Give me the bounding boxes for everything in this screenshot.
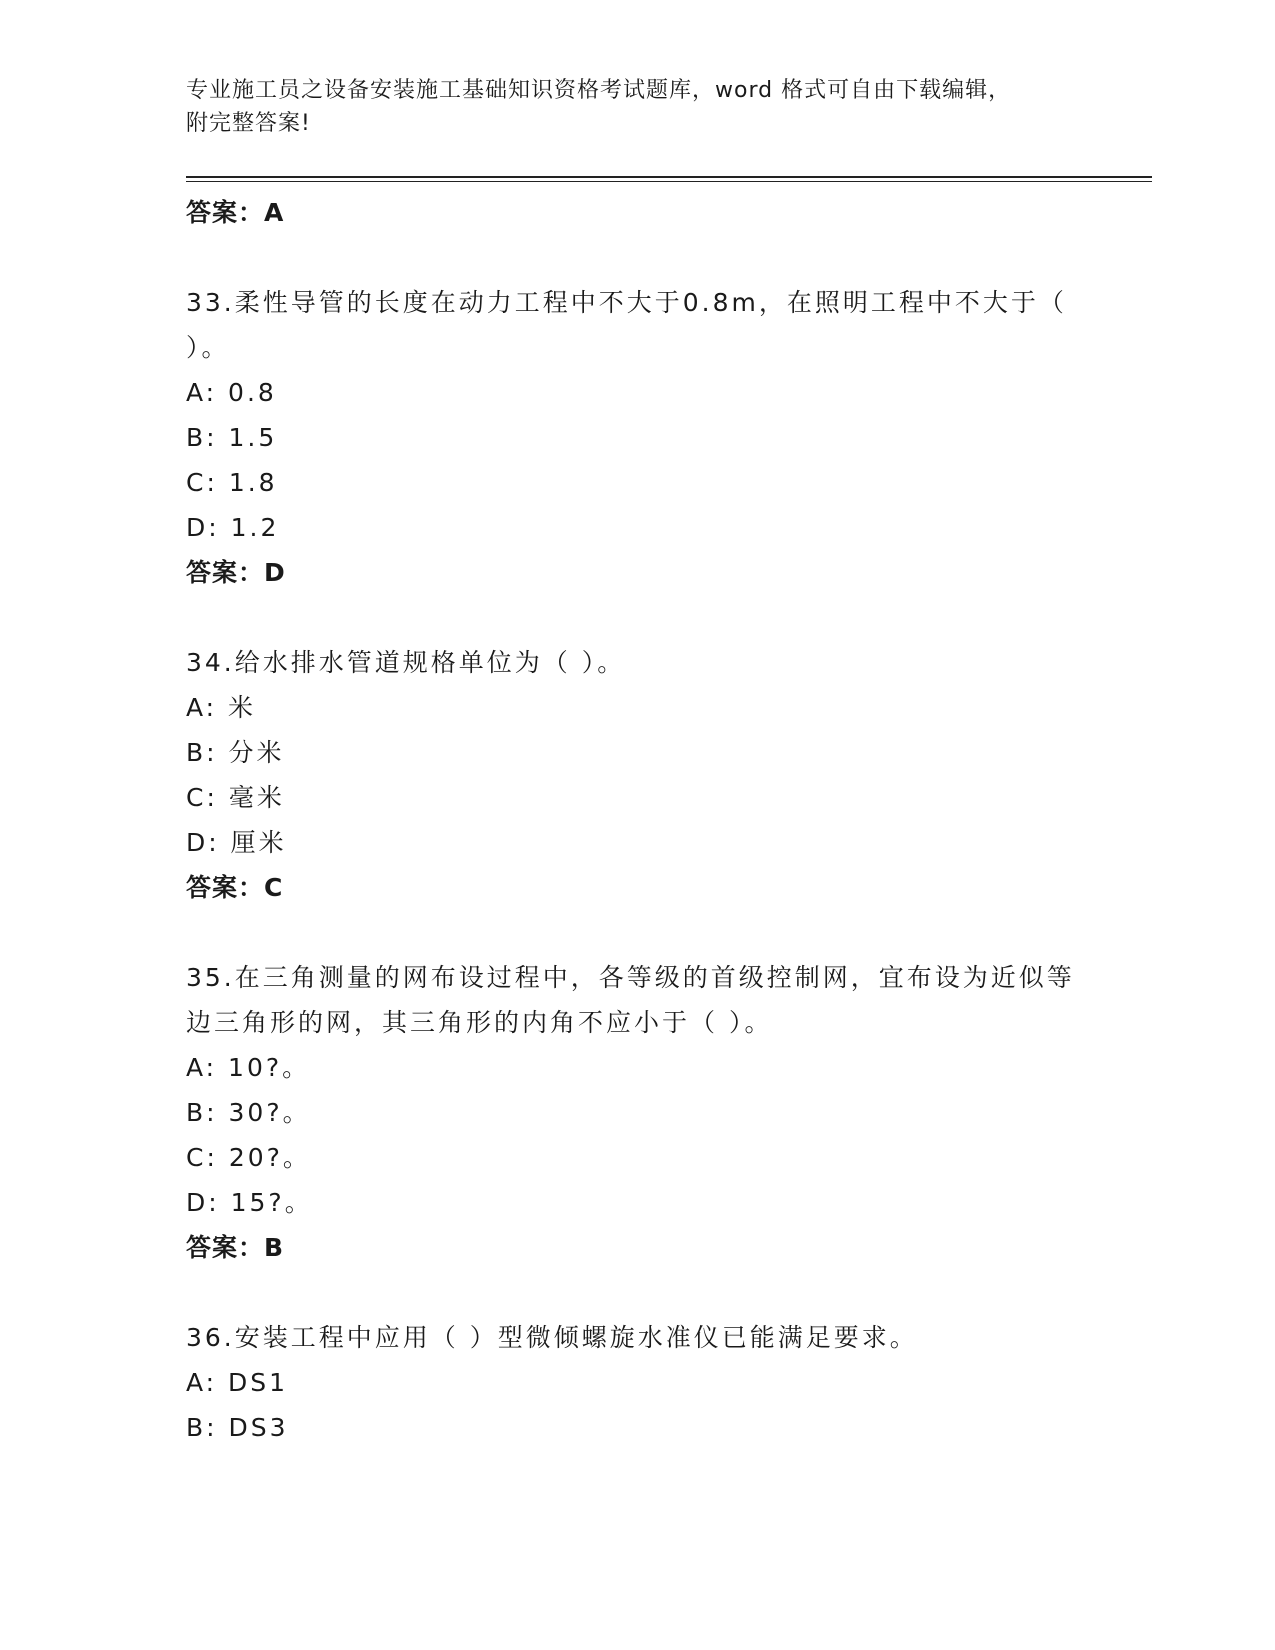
option-c: C: 毫米 bbox=[186, 783, 285, 812]
question-text: 33.柔性导管的长度在动力工程中不大于0.8m，在照明工程中不大于（ ）。 bbox=[186, 288, 1067, 362]
question-text: 36.安装工程中应用（ ）型微倾螺旋水准仪已能满足要求。 bbox=[186, 1323, 918, 1352]
header-divider-thin bbox=[186, 181, 1152, 182]
previous-answer: 答案：A bbox=[186, 198, 285, 227]
option-d: D: 1.2 bbox=[186, 513, 280, 542]
question-list bbox=[186, 190, 1086, 1450]
question-text: 35.在三角测量的网布设过程中，各等级的首级控制网，宜布设为近似等边三角形的网，其三角形的内角不应小于（ ）。 bbox=[186, 963, 1075, 1037]
question-34 bbox=[186, 640, 1086, 910]
answer-text: 答案：C bbox=[186, 873, 284, 902]
question-35 bbox=[186, 955, 1086, 1270]
header-line-2: 附完整答案! bbox=[186, 111, 311, 136]
option-a: A: 10?。 bbox=[186, 1053, 311, 1082]
option-b: B: 1.5 bbox=[186, 423, 278, 452]
option-b: B: 30?。 bbox=[186, 1098, 311, 1127]
question-text: 34.给水排水管道规格单位为（ ）。 bbox=[186, 648, 626, 677]
document-header bbox=[186, 74, 1066, 140]
option-d: D: 厘米 bbox=[186, 828, 287, 857]
option-a: A: 0.8 bbox=[186, 378, 277, 407]
header-divider bbox=[186, 176, 1152, 178]
option-d: D: 15?。 bbox=[186, 1188, 313, 1217]
option-a: A: DS1 bbox=[186, 1368, 289, 1397]
answer-text: 答案：B bbox=[186, 1233, 285, 1262]
option-c: C: 20?。 bbox=[186, 1143, 311, 1172]
option-c: C: 1.8 bbox=[186, 468, 278, 497]
option-b: B: DS3 bbox=[186, 1413, 289, 1442]
answer-text: 答案：D bbox=[186, 558, 286, 587]
question-36 bbox=[186, 1315, 1086, 1450]
option-a: A: 米 bbox=[186, 693, 257, 722]
header-line-1: 专业施工员之设备安装施工基础知识资格考试题库，word 格式可自由下载编辑， bbox=[186, 78, 1012, 103]
question-33 bbox=[186, 280, 1086, 595]
option-b: B: 分米 bbox=[186, 738, 285, 767]
